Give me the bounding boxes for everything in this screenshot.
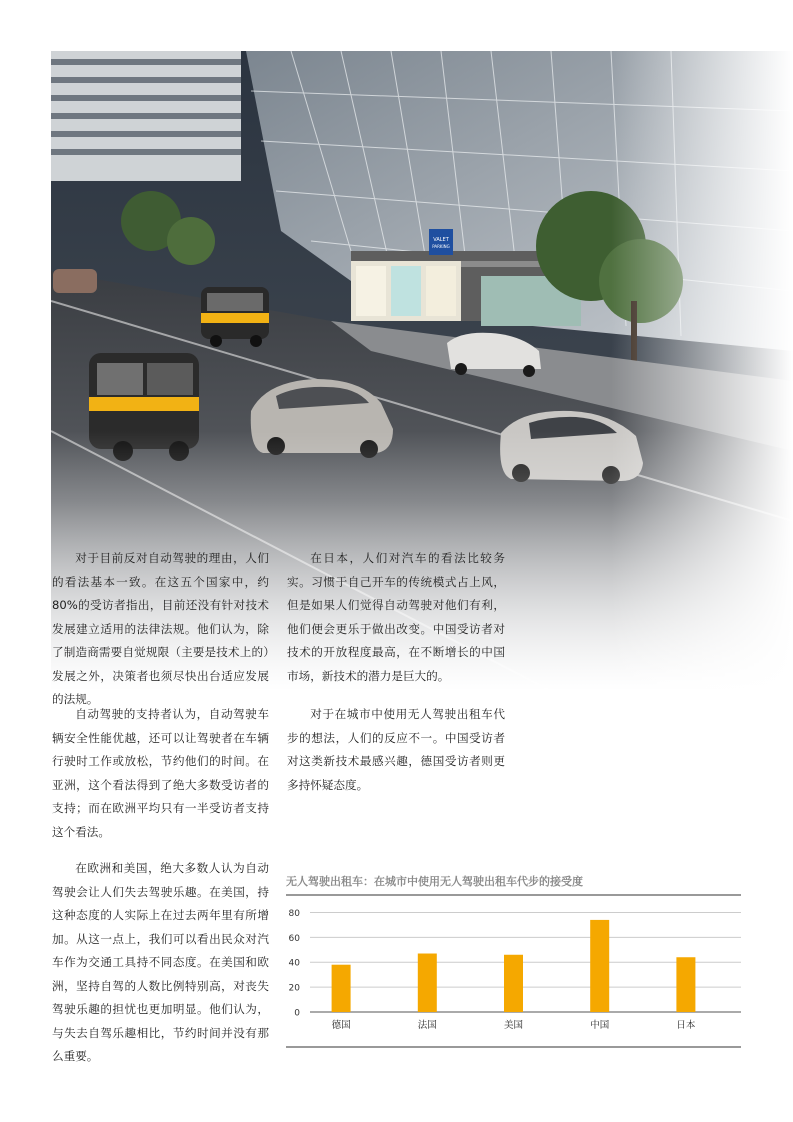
y-tick-label: 0: [294, 1008, 300, 1019]
left-paragraph-3: 在欧洲和美国，绝大多数人认为自动驾驶会让人们失去驾驶乐趣。在美国，持这种态度的人实际上在过去两年里有所增加。从这一点上，我们可以看出民众对汽车作为交通工具持不同态度。在美国和欧洲，坚持自驾的人数比例特别高，对丧失驾驶乐趣的担忧也更加明显。他们认为，与失去自驾乐趣相比，节约时间并没有那么重要。: [52, 861, 269, 1063]
x-tick-label: 中国: [590, 1020, 610, 1031]
chart-plot: [286, 873, 741, 1053]
bar-3: [590, 920, 609, 1012]
chart-title: 无人驾驶出租车：在城市中使用无人驾驶出租车代步的接受度: [286, 875, 583, 888]
y-tick-label: 40: [288, 958, 300, 969]
right-paragraph-2: 对于在城市中使用无人驾驶出租车代步的想法，人们的反应不一。中国受访者对这类新技术最感兴趣，德国受访者则更多持怀疑态度。: [287, 707, 505, 792]
x-tick-label: 德国: [331, 1020, 351, 1031]
left-paragraph-1: 对于目前反对自动驾驶的理由，人们的看法基本一致。在这五个国家中，约80%的受访者指出，目前还没有针对技术发展建立适用的法律法规。他们认为，除了制造商需要自觉规限（主要是技术上的）发展之外，决策者也须尽快出台适应发展的法规。: [52, 551, 269, 706]
bar-1: [418, 954, 437, 1012]
bar-0: [332, 965, 351, 1012]
y-tick-label: 80: [288, 908, 300, 919]
acceptance-bar-chart: [286, 873, 741, 1053]
y-tick-label: 20: [288, 983, 300, 994]
x-tick-label: 日本: [676, 1020, 696, 1031]
x-tick-label: 法国: [417, 1020, 437, 1031]
bar-2: [504, 955, 523, 1012]
x-tick-label: 美国: [503, 1020, 524, 1031]
valet-sign-text: VALET: [433, 237, 449, 243]
parking-sign-text: PARKING: [432, 244, 450, 249]
right-paragraph-1: 在日本，人们对汽车的看法比较务实。习惯于自己开车的传统模式占上风，但是如果人们觉得自动驾驶对他们有利，他们便会更乐于做出改变。中国受访者对技术的开放程度最高，在不断增长的中国市场，新技术的潜力是巨大的。: [287, 551, 505, 683]
y-tick-label: 60: [288, 933, 300, 944]
bar-4: [676, 957, 695, 1012]
left-paragraph-2: 自动驾驶的支持者认为，自动驾驶车辆安全性能优越，还可以让驾驶者在车辆行驶时工作或放松，节约他们的时间。在亚洲，这个看法得到了绝大多数受访者的支持；而在欧洲平均只有一半受访者支持这个看法。: [52, 707, 269, 839]
